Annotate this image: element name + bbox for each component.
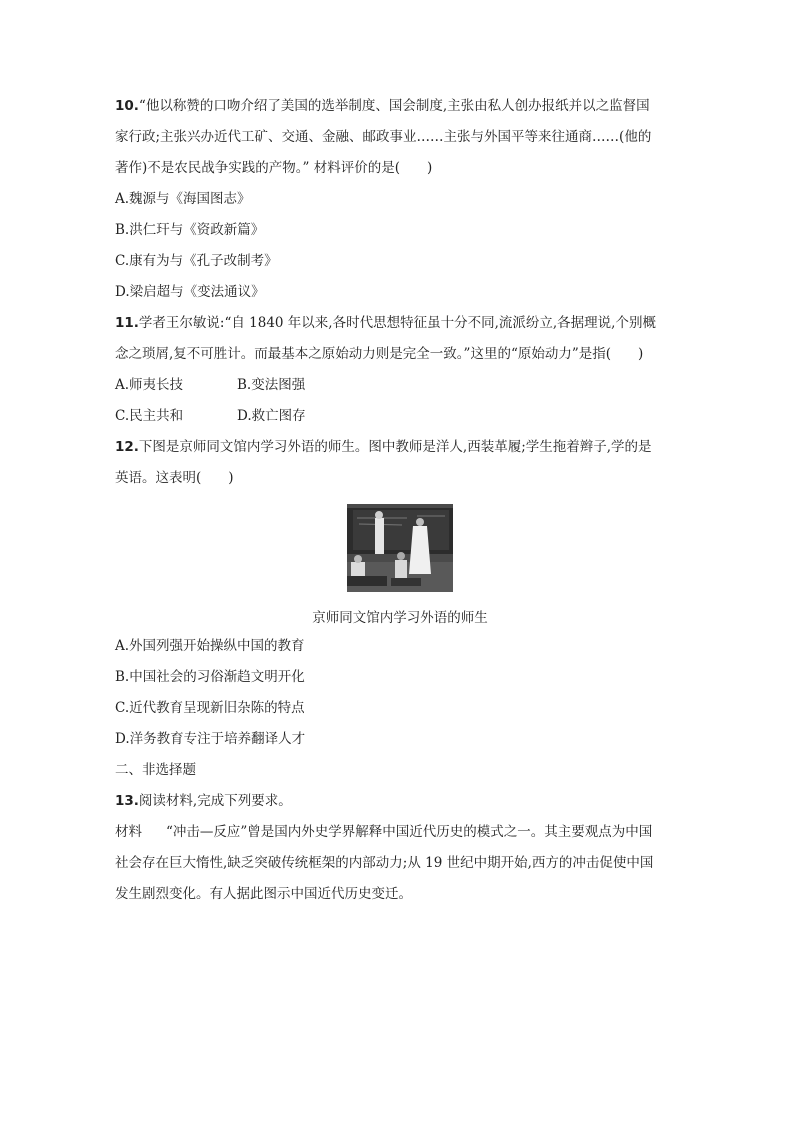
- question-number: 12.: [115, 439, 139, 455]
- question-instruction: 阅读材料,完成下列要求。: [138, 793, 292, 809]
- option-a[interactable]: A.外国列强开始操纵中国的教育: [115, 638, 305, 654]
- option-b[interactable]: B.洪仁玕与《资政新篇》: [115, 222, 265, 238]
- question-number: 11.: [115, 315, 139, 331]
- option-c[interactable]: C.近代教育呈现新旧杂陈的特点: [115, 700, 305, 716]
- material-line-3: 发生剧烈变化。有人据此图示中国近代历史变迁。: [115, 886, 412, 902]
- question-text: 下图是京师同文馆内学习外语的师生。图中教师是洋人,西装革履;学生拖着辫子,学的是: [138, 439, 652, 455]
- classroom-photo: [347, 504, 453, 592]
- figure-caption: 京师同文馆内学习外语的师生: [312, 610, 488, 626]
- figure: [115, 504, 685, 626]
- material-label: 材料: [115, 824, 142, 840]
- question-11-line-1: [115, 313, 685, 333]
- question-13: [115, 791, 685, 811]
- question-12-line-2: 英语。这表明( ): [115, 470, 234, 486]
- question-number: 10.: [115, 98, 139, 114]
- question-10: [115, 96, 685, 178]
- question-11-line-2: 念之琐屑,复不可胜计。而最基本之原始动力则是完全一致。”这里的“原始动力”是指( ): [115, 346, 644, 362]
- option-c[interactable]: C.民主共和: [115, 408, 184, 424]
- option-b[interactable]: B.中国社会的习俗渐趋文明开化: [115, 669, 305, 685]
- material-line-2: 社会存在巨大惰性,缺乏突破传统框架的内部动力;从 19 世纪中期开始,西方的冲击促使中国: [115, 855, 654, 871]
- option-d[interactable]: D.梁启超与《变法通议》: [115, 284, 265, 300]
- question-11: [115, 313, 685, 364]
- question-10-line-1: [115, 96, 685, 116]
- option-c[interactable]: C.康有为与《孔子改制考》: [115, 253, 278, 269]
- option-a[interactable]: A.师夷长技: [115, 377, 184, 393]
- question-10-line-2: 家行政;主张兴办近代工矿、交通、金融、邮政事业……主张与外国平等来往通商……(他的: [115, 129, 652, 145]
- classroom-photo-illustration: [347, 504, 453, 592]
- options-row-1: [115, 375, 685, 395]
- question-number: 13.: [115, 793, 139, 809]
- option-b[interactable]: B.变法图强: [237, 377, 306, 393]
- option-d[interactable]: D.洋务教育专注于培养翻译人才: [115, 731, 306, 747]
- section-heading: 二、非选择题: [115, 762, 196, 778]
- question-12: [115, 437, 685, 488]
- exam-page: [115, 96, 685, 915]
- options-row-2: [115, 406, 685, 426]
- question-text: “他以称赞的口吻介绍了美国的选举制度、国会制度,主张由私人创办报纸并以之监督国: [138, 98, 650, 114]
- option-a[interactable]: A.魏源与《海国图志》: [115, 191, 251, 207]
- material: [115, 822, 685, 904]
- question-text: 学者王尔敏说:“自 1840 年以来,各时代思想特征虽十分不同,流派纷立,各据理说,个别概: [138, 315, 656, 331]
- option-d[interactable]: D.救亡图存: [237, 408, 306, 424]
- question-12-line-1: [115, 437, 685, 457]
- material-line-1: [115, 822, 685, 842]
- material-text: “冲击—反应”曾是国内外史学界解释中国近代历史的模式之一。其主要观点为中国: [166, 824, 653, 840]
- question-10-line-3: 著作)不是农民战争实践的产物。” 材料评价的是( ): [115, 160, 433, 176]
